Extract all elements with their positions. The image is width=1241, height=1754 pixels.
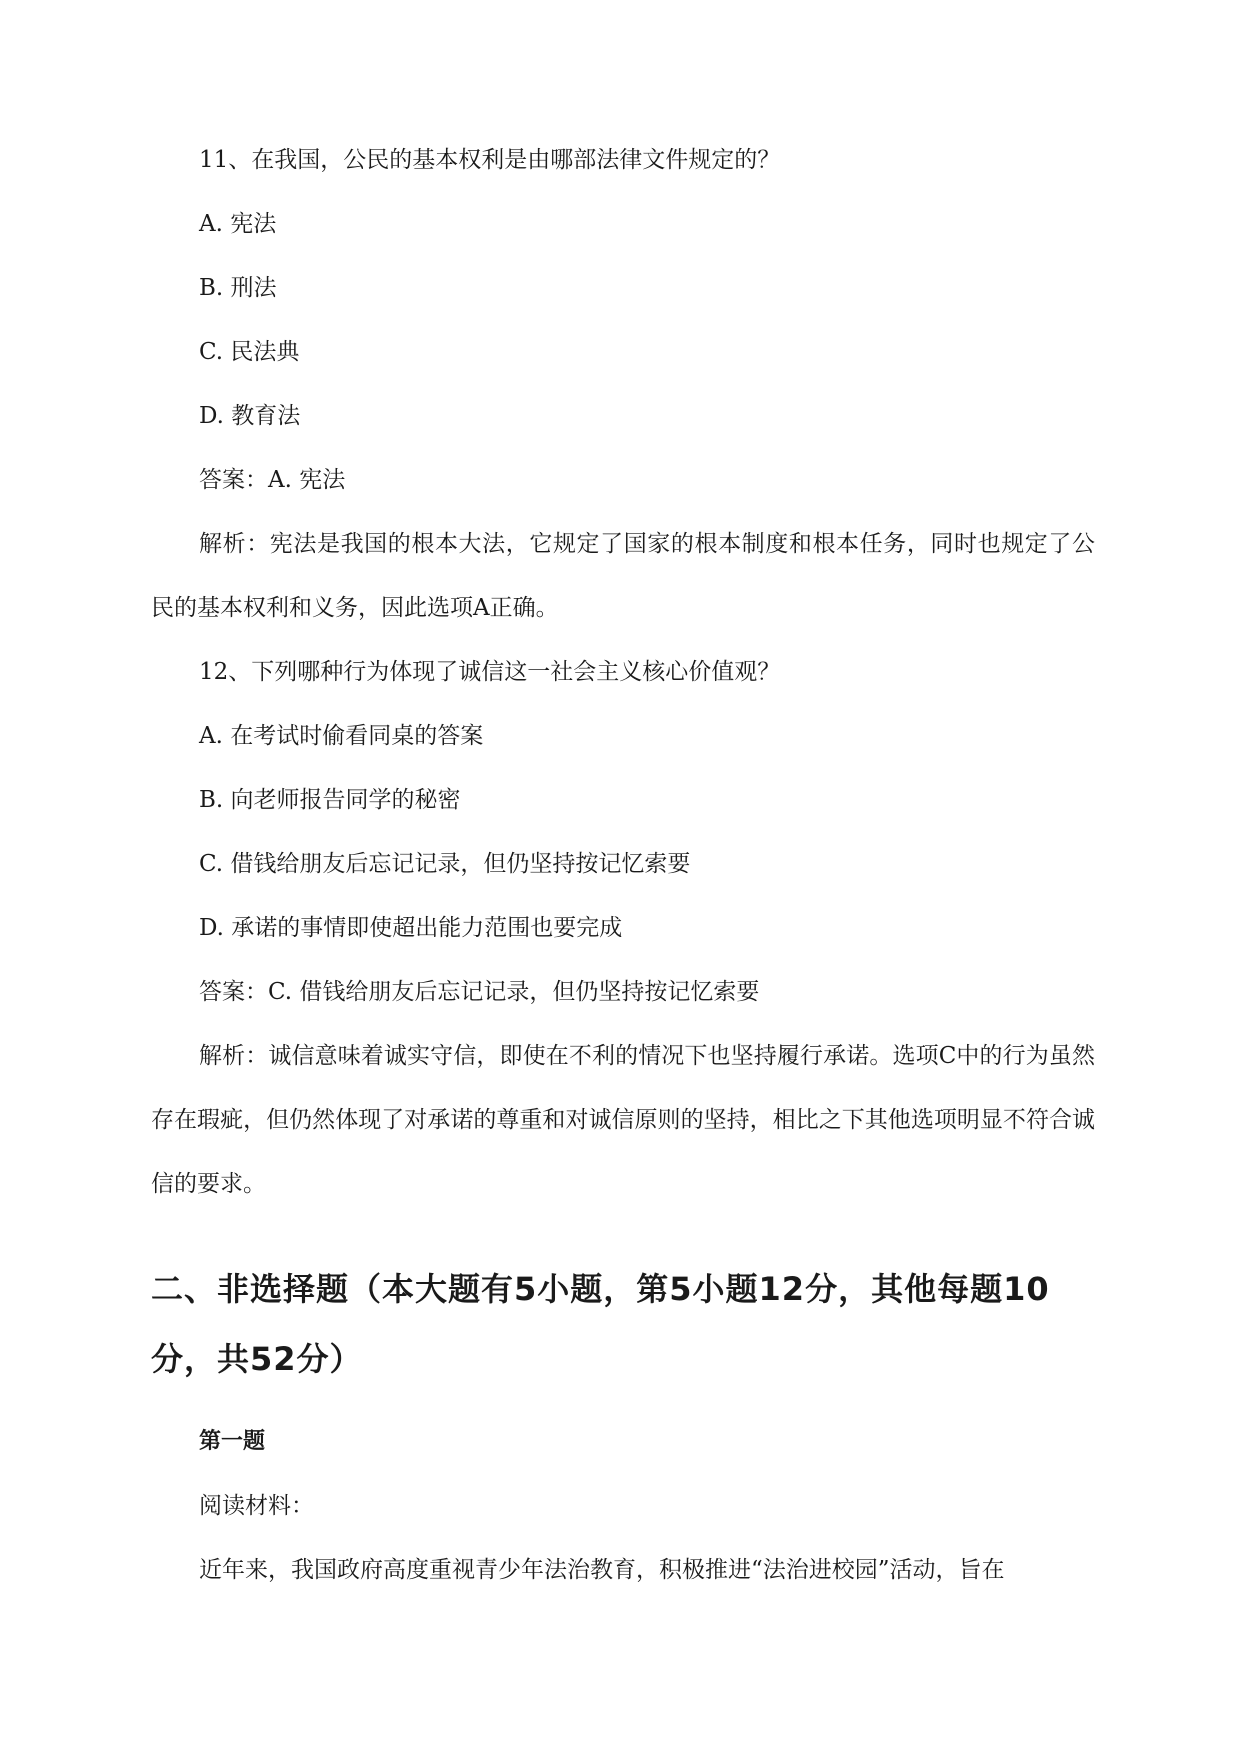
q11-option-a: A. 宪法 xyxy=(199,211,277,237)
q11-analysis: 解析：宪法是我国的根本大法，它规定了国家的根本制度和根本任务，同时也规定了公民的基本权利和义务，因此选项A正确。 xyxy=(151,531,1095,621)
first-question-title: 第一题 xyxy=(199,1429,266,1454)
q12-option-b: B. 向老师报告同学的秘密 xyxy=(199,787,461,813)
q12-answer: 答案：C. 借钱给朋友后忘记记录，但仍坚持按记忆索要 xyxy=(199,979,760,1005)
q12-option-c: C. 借钱给朋友后忘记记录，但仍坚持按记忆索要 xyxy=(199,851,691,877)
question-11: 11、在我国，公民的基本权利是由哪部法律文件规定的？ xyxy=(199,147,781,173)
page-content xyxy=(151,144,1095,1618)
section-2-heading: 二、非选择题（本大题有5小题，第5小题12分，其他每题10分，共52分） xyxy=(151,1270,1050,1378)
q11-option-c: C. 民法典 xyxy=(199,339,300,365)
reading-material-text: 近年来，我国政府高度重视青少年法治教育，积极推进“法治进校园”活动，旨在 xyxy=(199,1557,1005,1583)
q12-option-a: A. 在考试时偷看同桌的答案 xyxy=(199,723,484,749)
q11-answer: 答案：A. 宪法 xyxy=(199,467,346,493)
question-12: 12、下列哪种行为体现了诚信这一社会主义核心价值观？ xyxy=(199,659,781,685)
q12-option-d: D. 承诺的事情即使超出能力范围也要完成 xyxy=(199,915,623,941)
q11-option-d: D. 教育法 xyxy=(199,403,301,429)
reading-material-label: 阅读材料： xyxy=(199,1493,314,1519)
q11-option-b: B. 刑法 xyxy=(199,275,277,301)
q12-analysis: 解析：诚信意味着诚实守信，即使在不利的情况下也坚持履行承诺。选项C中的行为虽然存在瑕疵，但仍然体现了对承诺的尊重和对诚信原则的坚持，相比之下其他选项明显不符合诚信的要求。 xyxy=(151,1043,1095,1197)
